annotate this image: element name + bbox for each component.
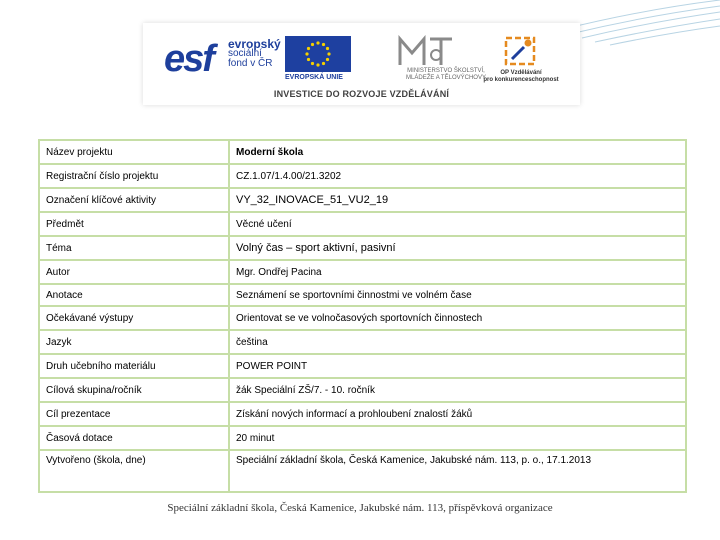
row-label: Předmět: [39, 212, 229, 236]
row-value: Orientovat se ve volnočasových sportovních činnostech: [229, 306, 686, 330]
row-value: POWER POINT: [229, 354, 686, 378]
row-value: žák Speciální ZŠ/7. - 10. ročník: [229, 378, 686, 402]
op-mark-icon: [502, 35, 540, 67]
row-value: Volný čas – sport aktivní, pasivní: [229, 236, 686, 260]
row-value: Věcné učení: [229, 212, 686, 236]
row-value: čeština: [229, 330, 686, 354]
eu-logo: [285, 36, 353, 84]
eu-flag-icon: [285, 36, 351, 72]
op-logo: [481, 35, 561, 85]
header-logos-banner: [143, 23, 580, 105]
table-row: [39, 212, 686, 236]
row-value: Získání nových informací a prohloubení znalostí žáků: [229, 402, 686, 426]
table-row: [39, 306, 686, 330]
msmt-mark-icon: [396, 35, 456, 67]
row-label: Anotace: [39, 284, 229, 306]
esf-logo-mark: esf: [164, 38, 213, 80]
row-label: Jazyk: [39, 330, 229, 354]
msmt-logo-text: MINISTERSTVO ŠKOLSTVÍ, MLÁDEŽE A TĚLOVÝCHOVY: [406, 68, 486, 81]
op-logo-text: OP Vzdělávání pro konkurenceschopnost: [483, 70, 559, 83]
project-info-table: [38, 139, 687, 493]
table-row: [39, 236, 686, 260]
row-value: VY_32_INOVACE_51_VU2_19: [229, 188, 686, 212]
row-label: Druh učebního materiálu: [39, 354, 229, 378]
table-row: [39, 260, 686, 284]
table-row: [39, 164, 686, 188]
table-row: [39, 330, 686, 354]
esf-logo: [164, 35, 284, 85]
row-label: Cíl prezentace: [39, 402, 229, 426]
row-label: Autor: [39, 260, 229, 284]
row-label: Název projektu: [39, 140, 229, 164]
row-value: Seznámení se sportovními činnostmi ve volném čase: [229, 284, 686, 306]
row-label: Označení klíčové aktivity: [39, 188, 229, 212]
table-row: [39, 140, 686, 164]
row-value: Speciální základní škola, Česká Kamenice, Jakubské nám. 113, p. o., 17.1.2013: [229, 450, 686, 492]
footer-text: Speciální základní škola, Česká Kamenice, Jakubské nám. 113, příspěvková organizace: [167, 502, 553, 514]
table-row: [39, 188, 686, 212]
row-label: Očekávané výstupy: [39, 306, 229, 330]
row-label: Časová dotace: [39, 426, 229, 450]
row-value: Moderní škola: [229, 140, 686, 164]
table-row: [39, 426, 686, 450]
table-row: [39, 354, 686, 378]
eu-logo-label: EVROPSKÁ UNIE: [285, 74, 343, 81]
table-row: [39, 450, 686, 492]
row-label: Vytvořeno (škola, dne): [39, 450, 229, 492]
row-label: Cílová skupina/ročník: [39, 378, 229, 402]
row-value: 20 minut: [229, 426, 686, 450]
header-caption: INVESTICE DO ROZVOJE VZDĚLÁVÁNÍ: [273, 89, 450, 99]
row-label: Téma: [39, 236, 229, 260]
row-value: Mgr. Ondřej Pacina: [229, 260, 686, 284]
table-row: [39, 378, 686, 402]
row-value: CZ.1.07/1.4.00/21.3202: [229, 164, 686, 188]
esf-logo-text: evropský sociální fond v ČR: [228, 37, 281, 69]
table-row: [39, 402, 686, 426]
table-row: [39, 284, 686, 306]
row-label: Registrační číslo projektu: [39, 164, 229, 188]
